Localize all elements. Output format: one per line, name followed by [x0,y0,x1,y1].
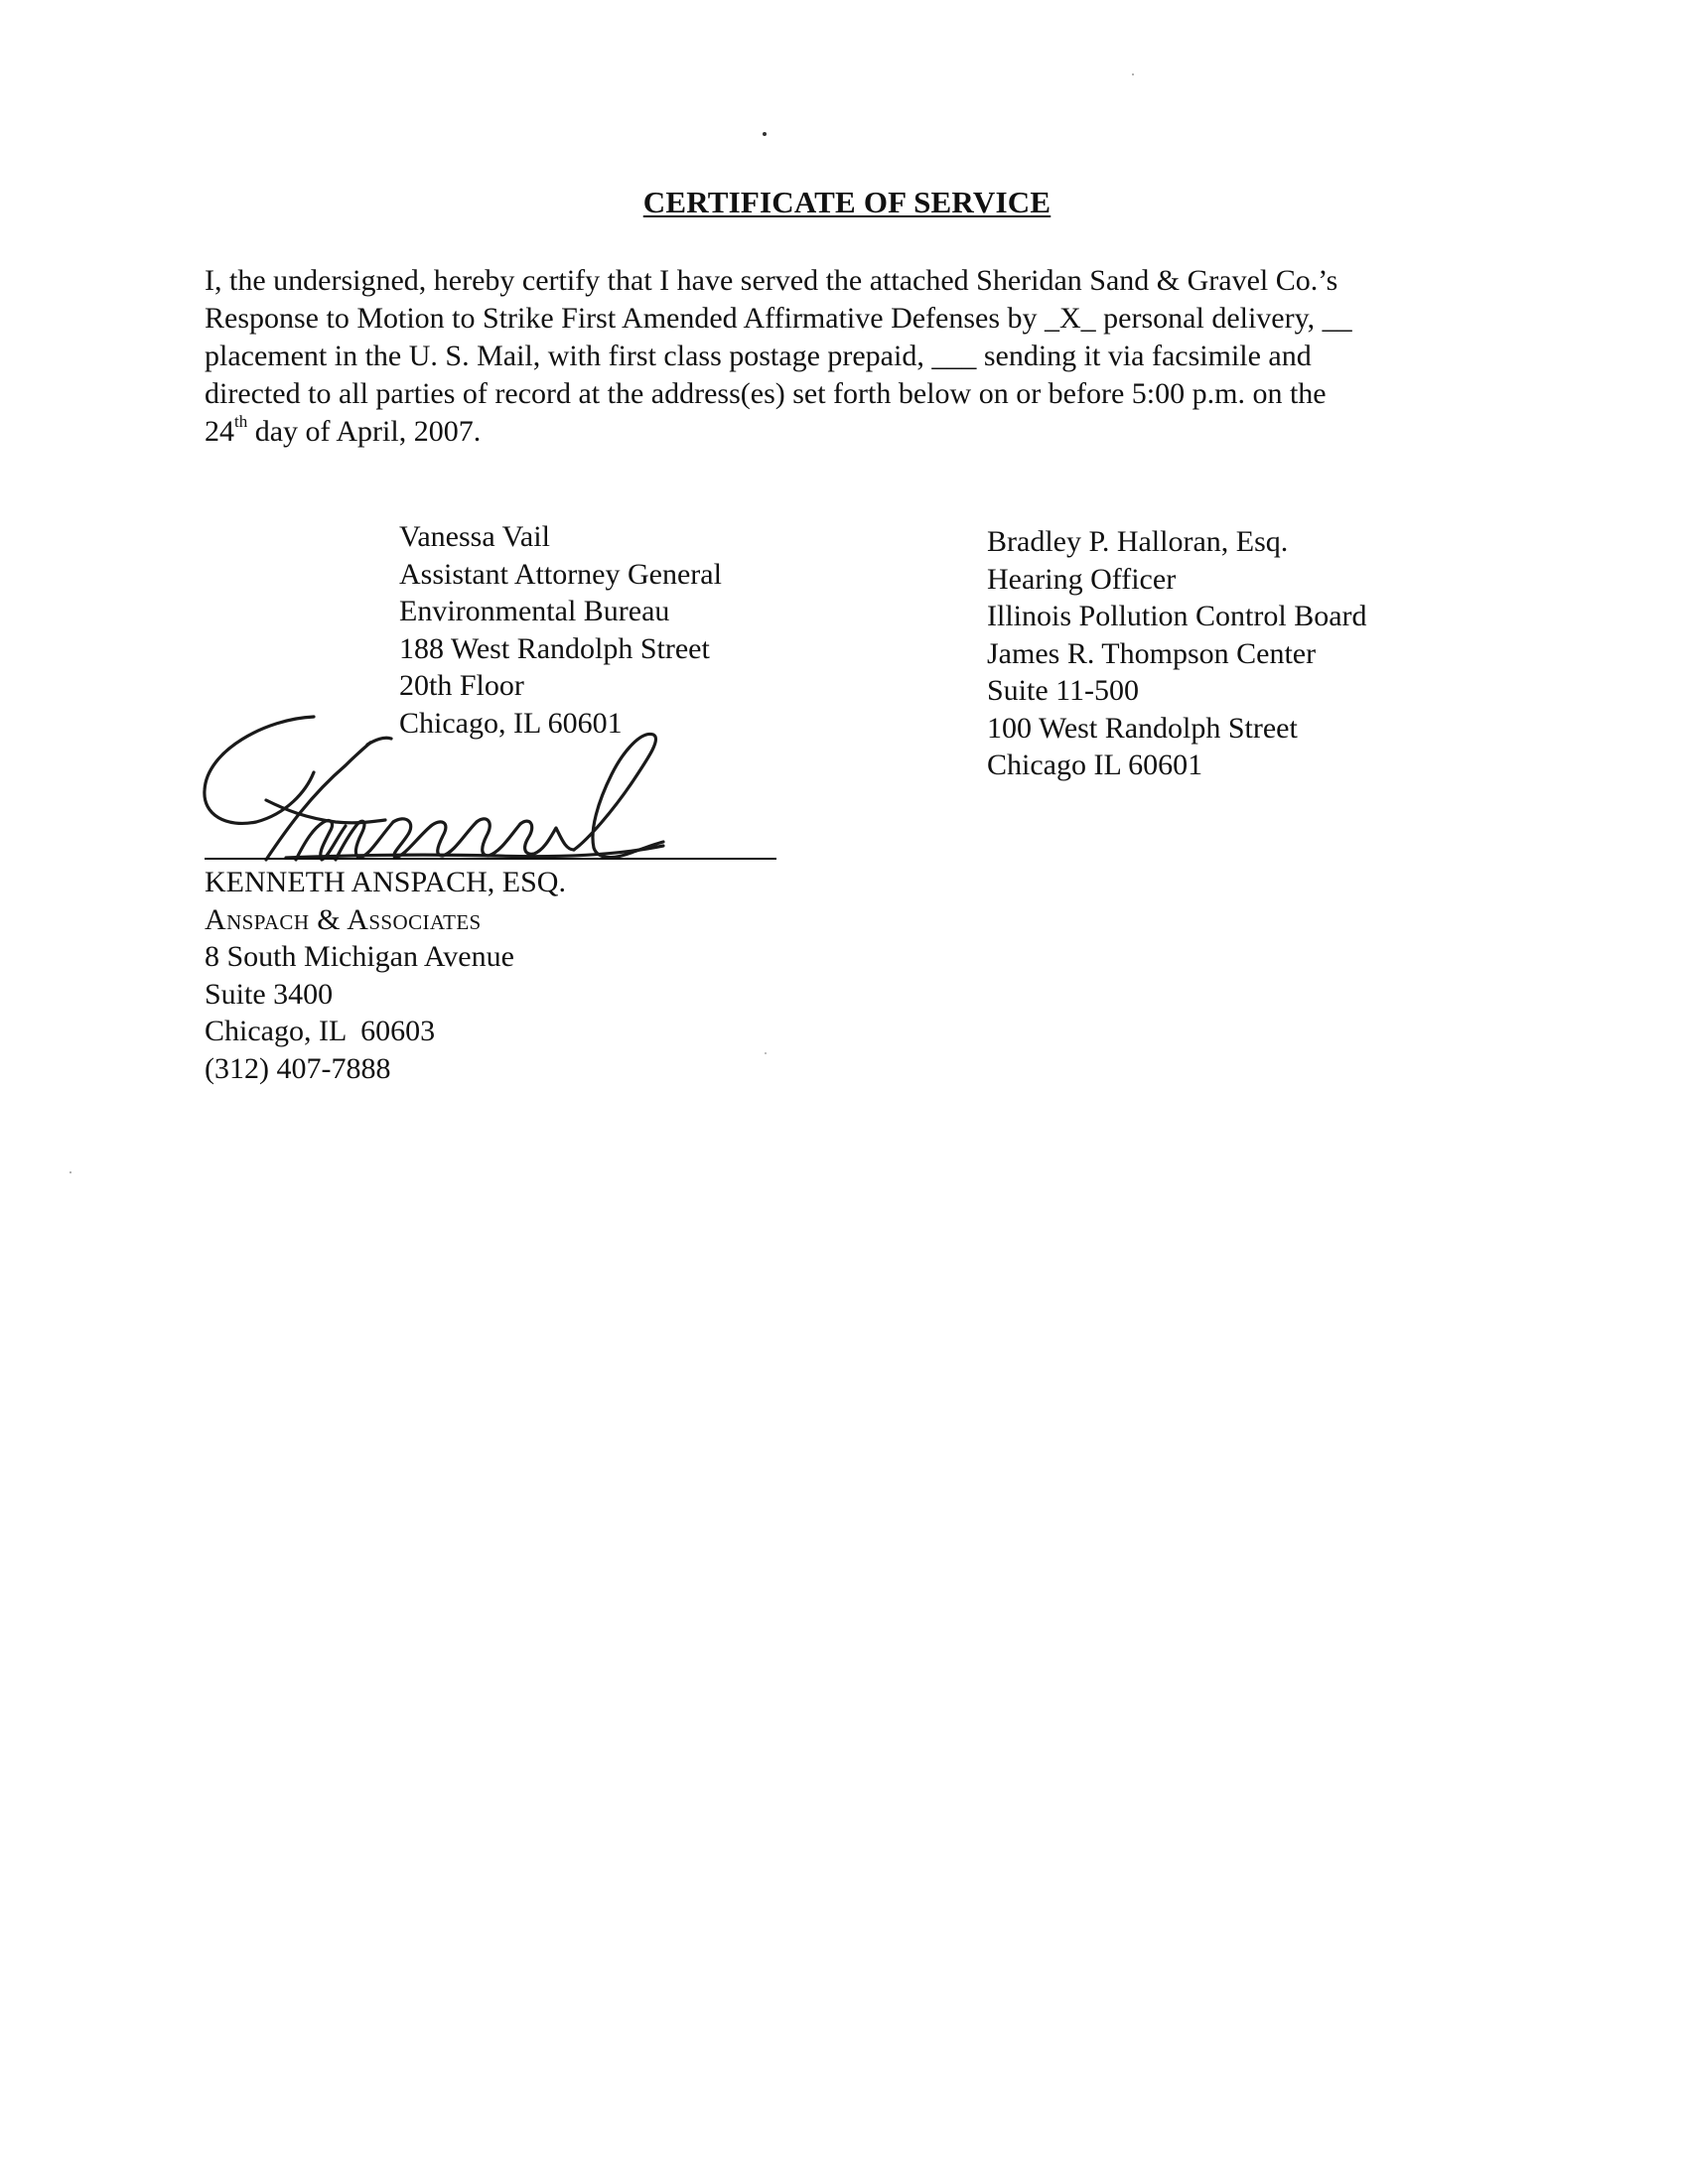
page-title-text: CERTIFICATE OF SERVICE [642,185,1052,219]
recipient-organization: Illinois Pollution Control Board [987,600,1367,632]
certification-line: directed to all parties of record at the address(es) set forth below on or before 5:00 p.m. on the [205,377,1327,410]
certification-paragraph [205,262,1485,451]
signer-phone: (312) 407-7888 [205,1051,391,1085]
recipient-building: James R. Thompson Center [987,636,1317,670]
certification-line: placement in the U. S. Mail, with first class postage prepaid, ___ sending it via facsimile and [205,340,1312,372]
signer-block [205,864,566,1087]
recipient-name: Bradley P. Halloran, Esq. [987,525,1289,558]
recipient-street: 100 West Randolph Street [987,711,1298,745]
certification-line: I, the undersigned, hereby certify that I have served the attached Sheridan Sand & Gravel Co.’s [205,264,1338,297]
recipient-floor: 20th Floor [399,669,524,702]
recipient-city: Chicago, IL 60601 [399,706,623,740]
page-title [0,185,1684,220]
date-day-suffix: th [234,412,248,431]
signer-firm: Anspach & Associates [205,902,482,936]
certification-line: Response to Motion to Strike First Amended Affirmative Defenses by _X_ personal delivery, __ [205,302,1352,335]
recipient-street: 188 West Randolph Street [399,631,710,665]
signature-line [205,858,776,860]
scan-speck [765,1052,767,1054]
signer-city: Chicago, IL 60603 [205,1015,436,1047]
scan-speck [70,1171,71,1173]
recipient-department: Environmental Bureau [399,595,670,627]
handwritten-signature [197,711,693,880]
recipient-address-block [987,523,1367,784]
recipient-name: Vanessa Vail [399,520,550,553]
recipient-city: Chicago IL 60601 [987,749,1203,781]
signer-suite: Suite 3400 [205,977,334,1011]
recipient-title: Hearing Officer [987,562,1177,596]
certification-date-line [205,413,1485,451]
scan-speck [1132,73,1134,75]
signer-street: 8 South Michigan Avenue [205,940,514,973]
scan-speck [763,132,767,136]
recipient-address-block [399,518,722,742]
date-rest: day of April, 2007. [247,415,482,448]
recipient-title: Assistant Attorney General [399,557,722,591]
date-day: 24 [205,415,234,448]
recipient-suite: Suite 11-500 [987,674,1140,707]
signer-name: KENNETH ANSPACH, ESQ. [205,866,566,898]
